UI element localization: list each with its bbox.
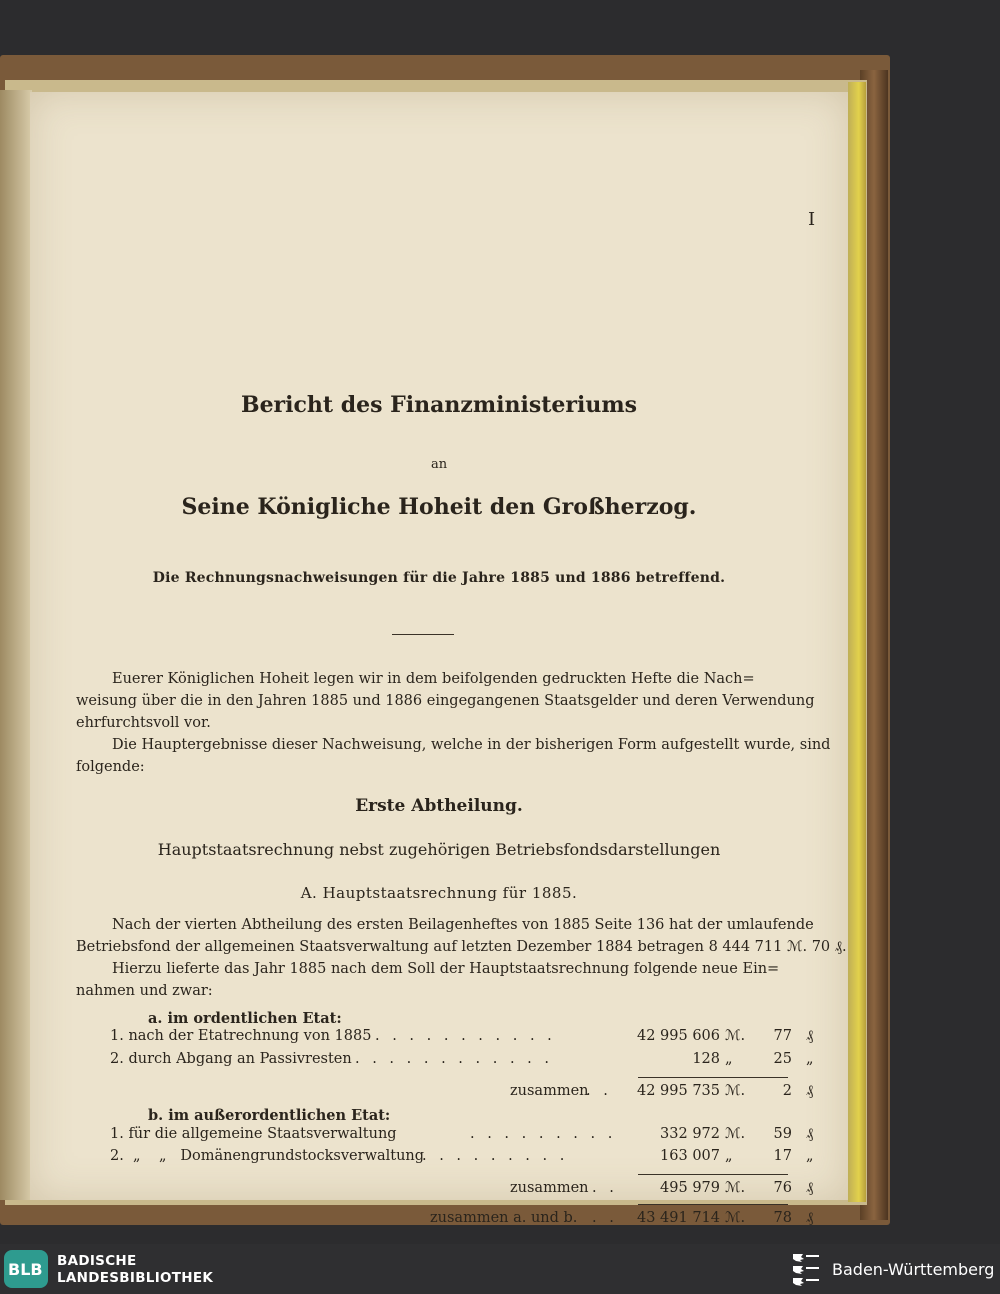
report-title: Bericht des Finanzministeriums — [240, 392, 638, 418]
title-divider — [392, 634, 454, 635]
baden-wuerttemberg-lion-icon — [790, 1250, 822, 1288]
body-line-1: Nach der vierten Abtheilung des ersten Beilagenheftes von 1885 Seite 136 hat der umlaufende — [112, 917, 814, 933]
intro-paragraph — [76, 668, 831, 778]
intro-line-5: folgende: — [76, 759, 145, 775]
report-subject: Die Rechnungsnachweisungen für die Jahre 1885 und 1886 betreffend. — [152, 570, 726, 586]
intro-line-3: ehrfurchtsvoll vor. — [76, 715, 211, 731]
page-gilt-edge — [848, 82, 866, 1202]
table-heading-a: a. im ordentlichen Etat: — [148, 1010, 342, 1027]
library-name-line1[interactable]: BADISCHE — [57, 1253, 137, 1269]
page-gutter — [0, 90, 32, 1200]
table-subtotal-b: zusammen . . 495 979 ℳ. 76 ₰ — [510, 1180, 814, 1196]
table-row: 2. „ „ Domänengrundstocksverwaltung . . . . . . . . . 163 007 „ 17 „ — [110, 1148, 814, 1164]
subtotal-rule-a — [638, 1077, 788, 1078]
section-part: A. Hauptstaatsrechnung für 1885. — [300, 884, 578, 902]
table-heading-b: b. im außerordentlichen Etat: — [148, 1107, 391, 1124]
library-name-line2[interactable]: LANDESBIBLIOTHEK — [57, 1270, 214, 1286]
table-row: 1. für die allgemeine Staatsverwaltung . . . . . . . . . 332 972 ℳ. 59 ₰ — [110, 1126, 814, 1142]
report-addressee: Seine Königliche Hoheit den Großherzog. — [181, 494, 697, 520]
report-an: an — [430, 457, 448, 472]
body-line-4: nahmen und zwar: — [76, 983, 213, 999]
document-page — [30, 92, 848, 1226]
table-subtotal-a: zusammen . . 42 995 735 ℳ. 2 ₰ — [510, 1083, 814, 1099]
grand-total-rule — [638, 1204, 788, 1205]
body-paragraph — [76, 914, 847, 1002]
intro-line-2: weisung über die in den Jahren 1885 und 1886 eingegangenen Staatsgelder und deren Verwendung — [76, 693, 815, 709]
body-line-2: Betriebsfond der allgemeinen Staatsverwaltung auf letzten Dezember 1884 betragen 8 444 711 ℳ. 70 ₰. — [76, 939, 847, 955]
section-subtitle: Hauptstaatsrechnung nebst zugehörigen Betriebsfondsdarstellungen — [157, 840, 721, 859]
table-grand-total: zusammen a. und b. . . 43 491 714 ℳ. 78 ₰ — [430, 1210, 814, 1226]
page-number: I — [808, 209, 816, 230]
table-row: 1. nach der Etatrechnung von 1885 . . . . . . . . . . . 42 995 606 ℳ. 77 ₰ — [110, 1028, 814, 1044]
partner-name[interactable]: Baden-Württemberg — [832, 1260, 995, 1279]
intro-line-4: Die Hauptergebnisse dieser Nachweisung, welche in der bisherigen Form aufgestellt wurde, sind — [112, 737, 831, 753]
subtotal-rule-b — [638, 1174, 788, 1175]
table-row: 2. durch Abgang an Passivresten . . . . . . . . . . . . 128 „ 25 „ — [110, 1051, 814, 1067]
blb-logo-text: BLB — [8, 1260, 43, 1279]
body-line-3: Hierzu lieferte das Jahr 1885 nach dem Soll der Hauptstaatsrechnung folgende neue Ein= — [112, 961, 780, 977]
intro-line-1: Euerer Königlichen Hoheit legen wir in dem beifolgenden gedruckten Hefte die Nach= — [112, 671, 755, 687]
section-title: Erste Abtheilung. — [355, 796, 523, 816]
